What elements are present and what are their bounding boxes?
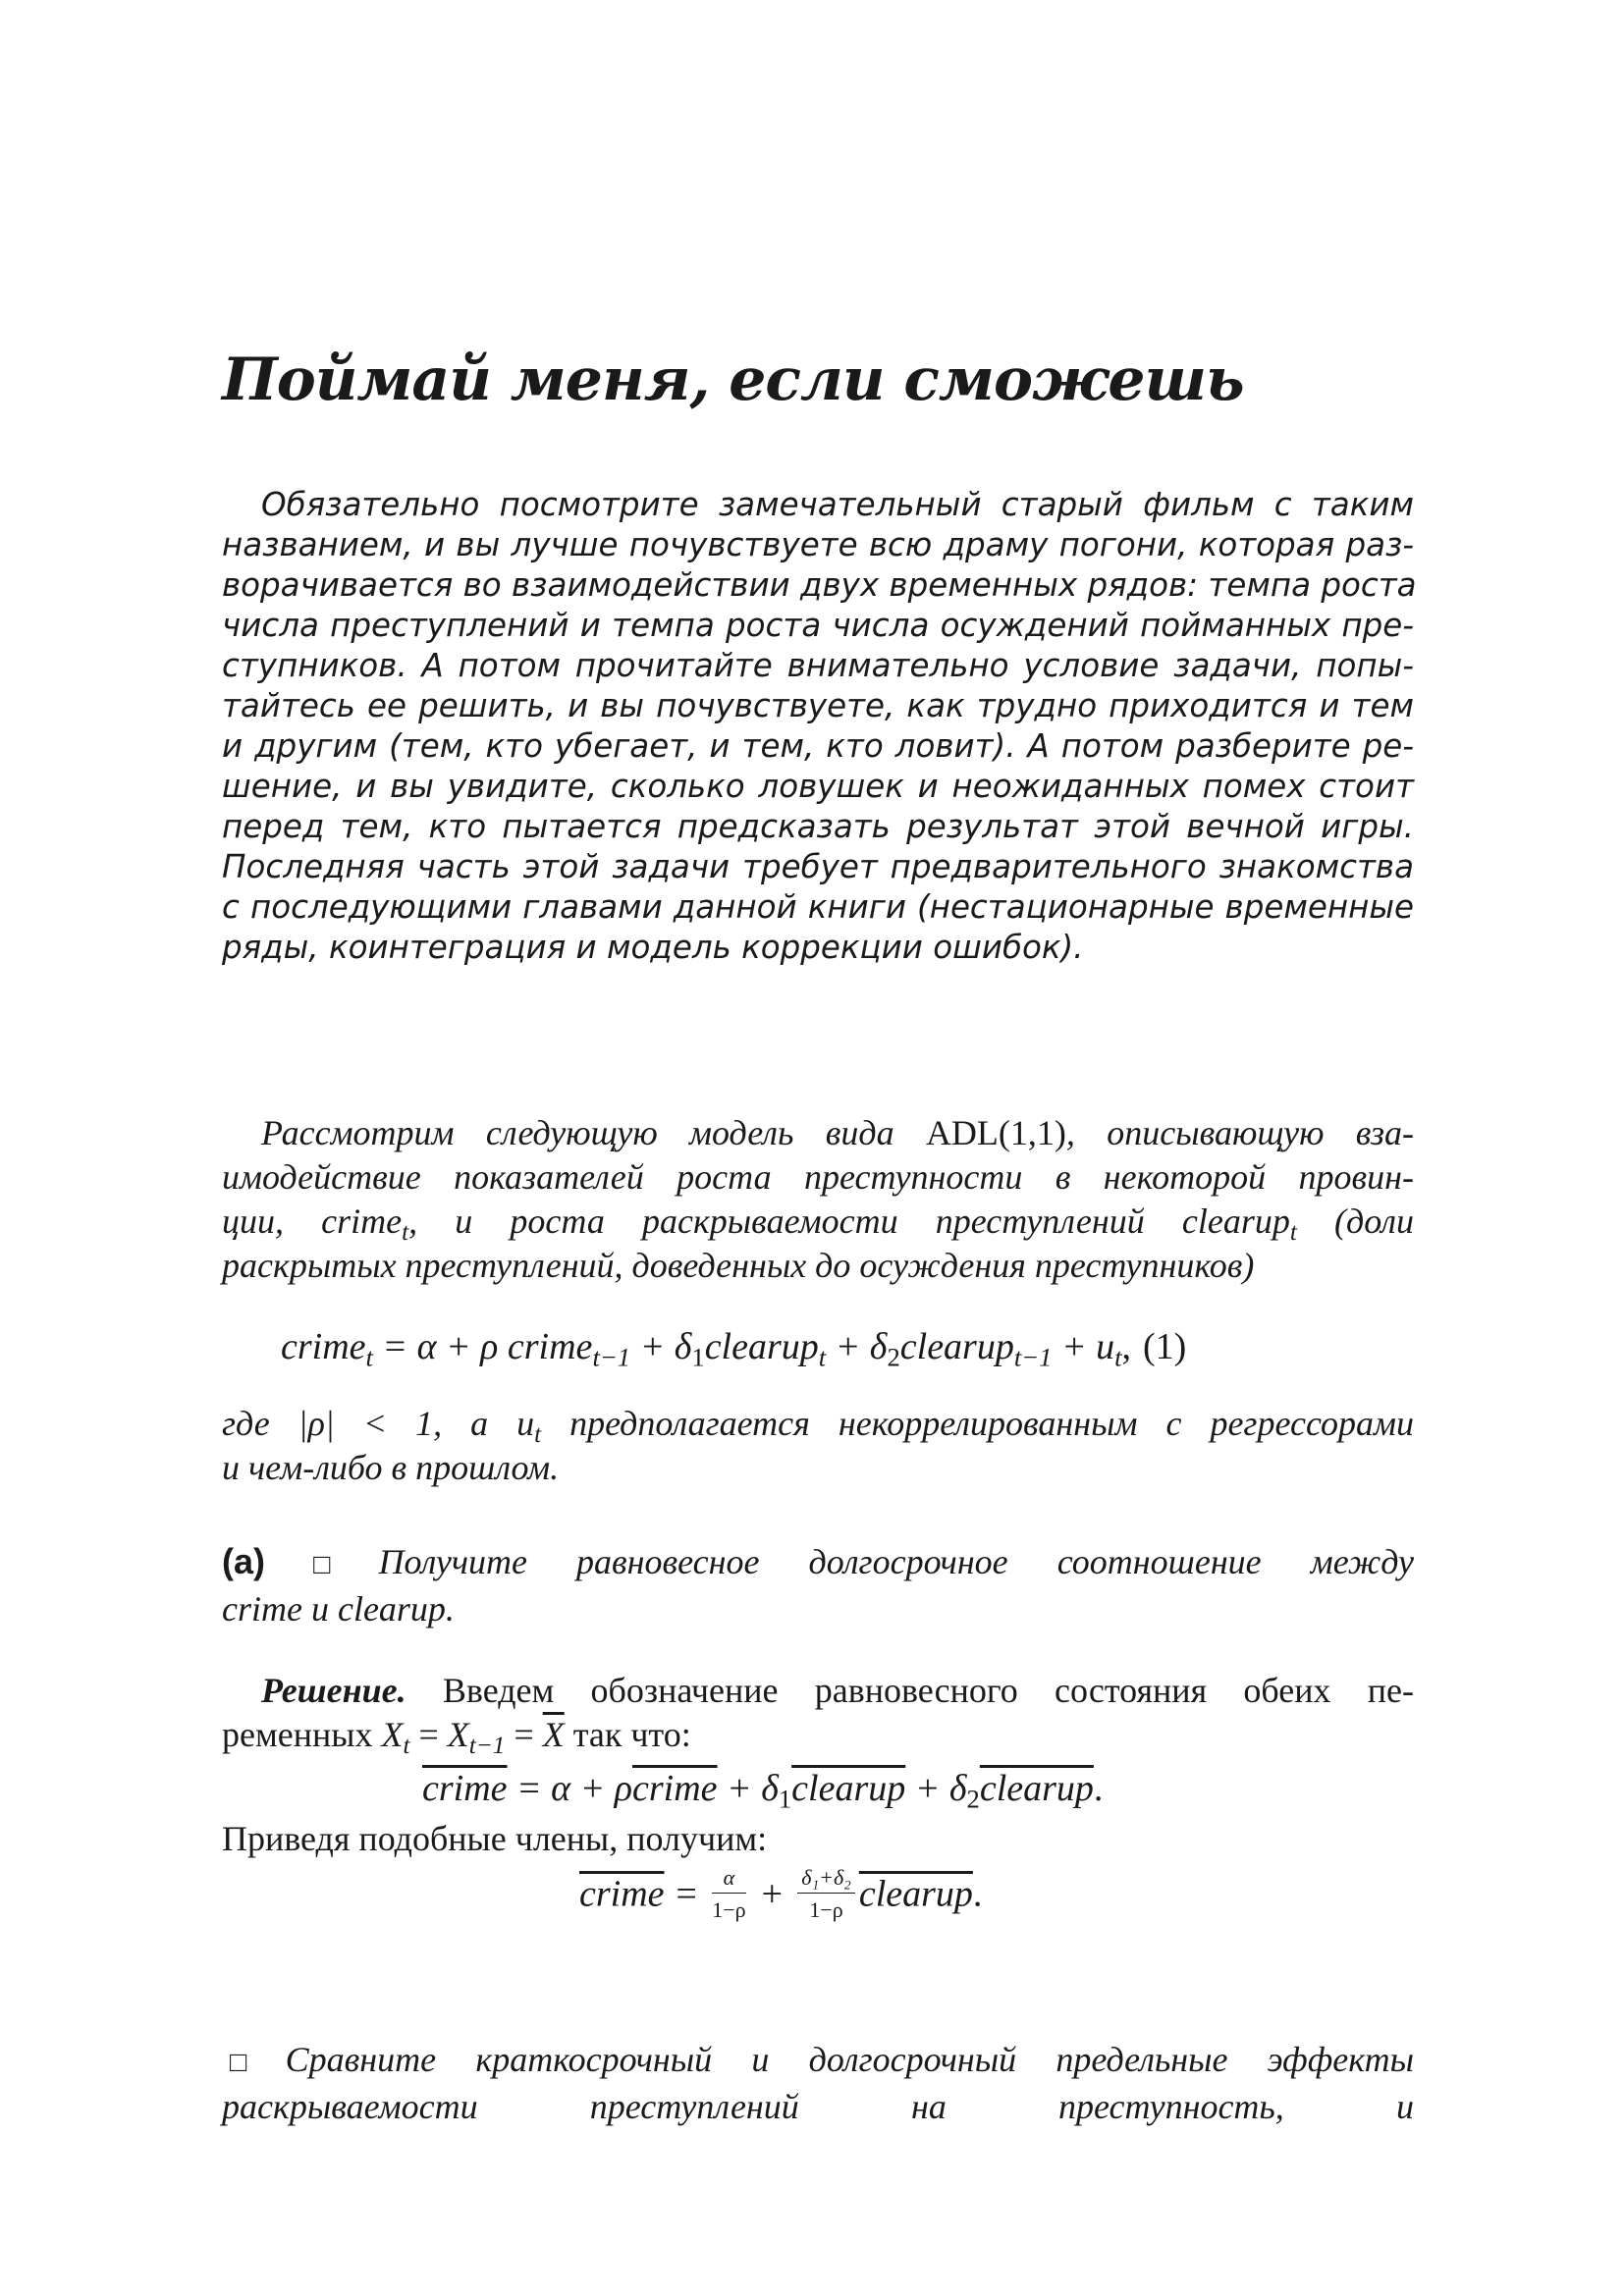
problem-statement	[222, 1111, 1414, 1288]
text: Получите равновесное долгосрочное соотношение между	[378, 1542, 1414, 1581]
text: ции,	[222, 1201, 322, 1241]
text: , описывающую вза-	[1065, 1113, 1414, 1152]
eq-term: crime	[632, 1768, 718, 1809]
numerator: α	[712, 1865, 745, 1894]
part-label: (a)	[222, 1541, 265, 1581]
text: Сравните краткосрочный и долгосрочный предельные эффекты	[285, 2040, 1414, 2079]
intro-line: и другим (тем, кто убегает, и тем, кто ловит). А потом разберите ре-	[222, 727, 1414, 765]
problem-line	[222, 1111, 1414, 1155]
equation-1	[281, 1325, 1187, 1372]
model-name: ADL(1,1)	[925, 1113, 1066, 1152]
text: где |ρ| < 1, а	[222, 1404, 517, 1443]
eq-term: =	[664, 1873, 709, 1915]
note-paragraph	[222, 1402, 1414, 1490]
text: =	[505, 1715, 543, 1754]
eq-term: = α + ρ	[372, 1326, 508, 1367]
eq-term: + δ	[717, 1768, 779, 1809]
note-line: и чем-либо в прошлом.	[222, 1448, 560, 1487]
collect-terms-line: Приведя подобные члены, получим:	[222, 1819, 768, 1858]
intro-line: Последняя часть этой задачи требует предварительного знакомства	[222, 848, 1414, 885]
part-b-line	[222, 2038, 1414, 2085]
part-a-line: crime и clearup.	[222, 1589, 455, 1629]
intro-line: с последующими главами данной книги (нестационарные временные	[222, 888, 1414, 926]
subscript: t	[403, 1733, 410, 1760]
eq-term: clearup	[791, 1768, 906, 1809]
page-title: Поймай меня, если сможешь	[222, 346, 1244, 414]
checkbox-icon: □	[273, 1549, 371, 1580]
intro-line: тайтесь ее решить, и вы почувствуете, как трудно приходится и тем	[222, 687, 1414, 724]
subscript: t	[534, 1421, 542, 1449]
subscript: 1	[778, 1784, 792, 1814]
eq-term: .	[1093, 1768, 1104, 1809]
solution-label: Решение.	[261, 1671, 406, 1710]
text: Рассмотрим следующую модель вида	[261, 1113, 926, 1152]
var-x: X	[381, 1715, 404, 1754]
solution-line	[222, 1713, 1414, 1760]
text: , и роста раскрываемости преступлений	[408, 1201, 1182, 1241]
text: ременных	[222, 1715, 382, 1754]
note-line	[222, 1402, 1415, 1449]
eq-term: = α + ρ	[507, 1768, 633, 1809]
text: =	[409, 1715, 448, 1754]
subscript: t−1	[1013, 1342, 1053, 1372]
denominator: 1−ρ	[712, 1897, 746, 1922]
intro-line: ступников. А потом прочитайте внимательно условие задачи, попы-	[222, 647, 1414, 684]
subscript: t	[1289, 1219, 1297, 1247]
subscript: t	[402, 1219, 409, 1247]
var-crime: crime	[321, 1201, 403, 1241]
eq-term: clearup	[979, 1768, 1094, 1809]
eq-term: + δ	[826, 1326, 888, 1367]
denominator: 1−ρ	[809, 1897, 843, 1922]
part-b-line: раскрываемости преступлений на преступность, и	[222, 2087, 1414, 2126]
text: (доли	[1296, 1201, 1415, 1241]
text: так что:	[564, 1715, 691, 1754]
solution-line	[222, 1669, 1414, 1713]
subscript: 2	[966, 1784, 980, 1814]
intro-paragraph	[222, 485, 1417, 968]
subscript: 1	[691, 1342, 705, 1372]
eq-term: clearup	[858, 1873, 973, 1915]
intro-line: названием, и вы лучше почувствуете всю драму погони, которая раз-	[222, 526, 1414, 563]
eq-term: .	[972, 1873, 983, 1915]
subscript: t	[365, 1342, 373, 1372]
var-clearup: clearup	[1181, 1201, 1290, 1241]
eq-term: crime	[507, 1326, 593, 1367]
intro-line: числа преступлений и темпа роста числа осуждений пойманных пре-	[222, 607, 1414, 644]
part-b	[222, 2038, 1414, 2129]
intro-line: ряды, коинтеграция и модель коррекции ошибок).	[222, 929, 1084, 966]
part-a-line	[222, 1539, 1414, 1587]
eq-term: clearup	[899, 1326, 1014, 1367]
eq-term: crime	[281, 1326, 366, 1367]
var-u: u	[516, 1404, 535, 1443]
solution-paragraph	[222, 1669, 1414, 1760]
eq-term: +	[749, 1873, 794, 1915]
subscript: t	[818, 1342, 827, 1372]
numerator: δ₁+δ₂	[797, 1865, 855, 1894]
subscript: t	[1114, 1342, 1122, 1372]
eq-term: + δ	[630, 1326, 692, 1367]
problem-line: имодействие показателей роста преступности в некоторой провин-	[222, 1157, 1414, 1197]
var-x: X	[447, 1715, 469, 1754]
equation-2	[422, 1767, 1104, 1814]
equation-3	[579, 1865, 982, 1973]
intro-line: перед тем, кто пытается предсказать результат этой вечной игры.	[222, 808, 1414, 845]
eq-term: + u	[1052, 1326, 1115, 1367]
part-a	[222, 1539, 1414, 1631]
fraction	[712, 1865, 745, 1923]
equation-number: (1)	[1143, 1326, 1187, 1367]
eq-term: crime	[422, 1768, 508, 1809]
intro-line: шение, и вы увидите, сколько ловушек и неожиданных помех стоит	[222, 768, 1414, 805]
text: Введем обозначение равновесного состояния обеих пе-	[406, 1671, 1414, 1710]
subscript: t−1	[468, 1733, 506, 1760]
var-x-bar: $\overline{X}$	[542, 1715, 565, 1754]
text: предполагается некоррелированным с регрессорами	[541, 1404, 1415, 1443]
problem-line	[222, 1200, 1415, 1247]
eq-term: + δ	[905, 1768, 967, 1809]
intro-line: Обязательно посмотрите замечательный старый фильм с таким	[261, 486, 1414, 523]
problem-line: раскрытых преступлений, доведенных до осуждения преступников)	[222, 1246, 1255, 1285]
eq-term: crime	[579, 1873, 665, 1915]
eq-term: ,	[1121, 1326, 1132, 1367]
eq-term: clearup	[704, 1326, 819, 1367]
checkbox-icon: □	[230, 2047, 278, 2078]
intro-line: ворачивается во взаимодействии двух временных рядов: темпа роста	[222, 566, 1417, 604]
subscript: 2	[887, 1342, 900, 1372]
fraction	[797, 1865, 855, 1923]
subscript: t−1	[592, 1342, 631, 1372]
